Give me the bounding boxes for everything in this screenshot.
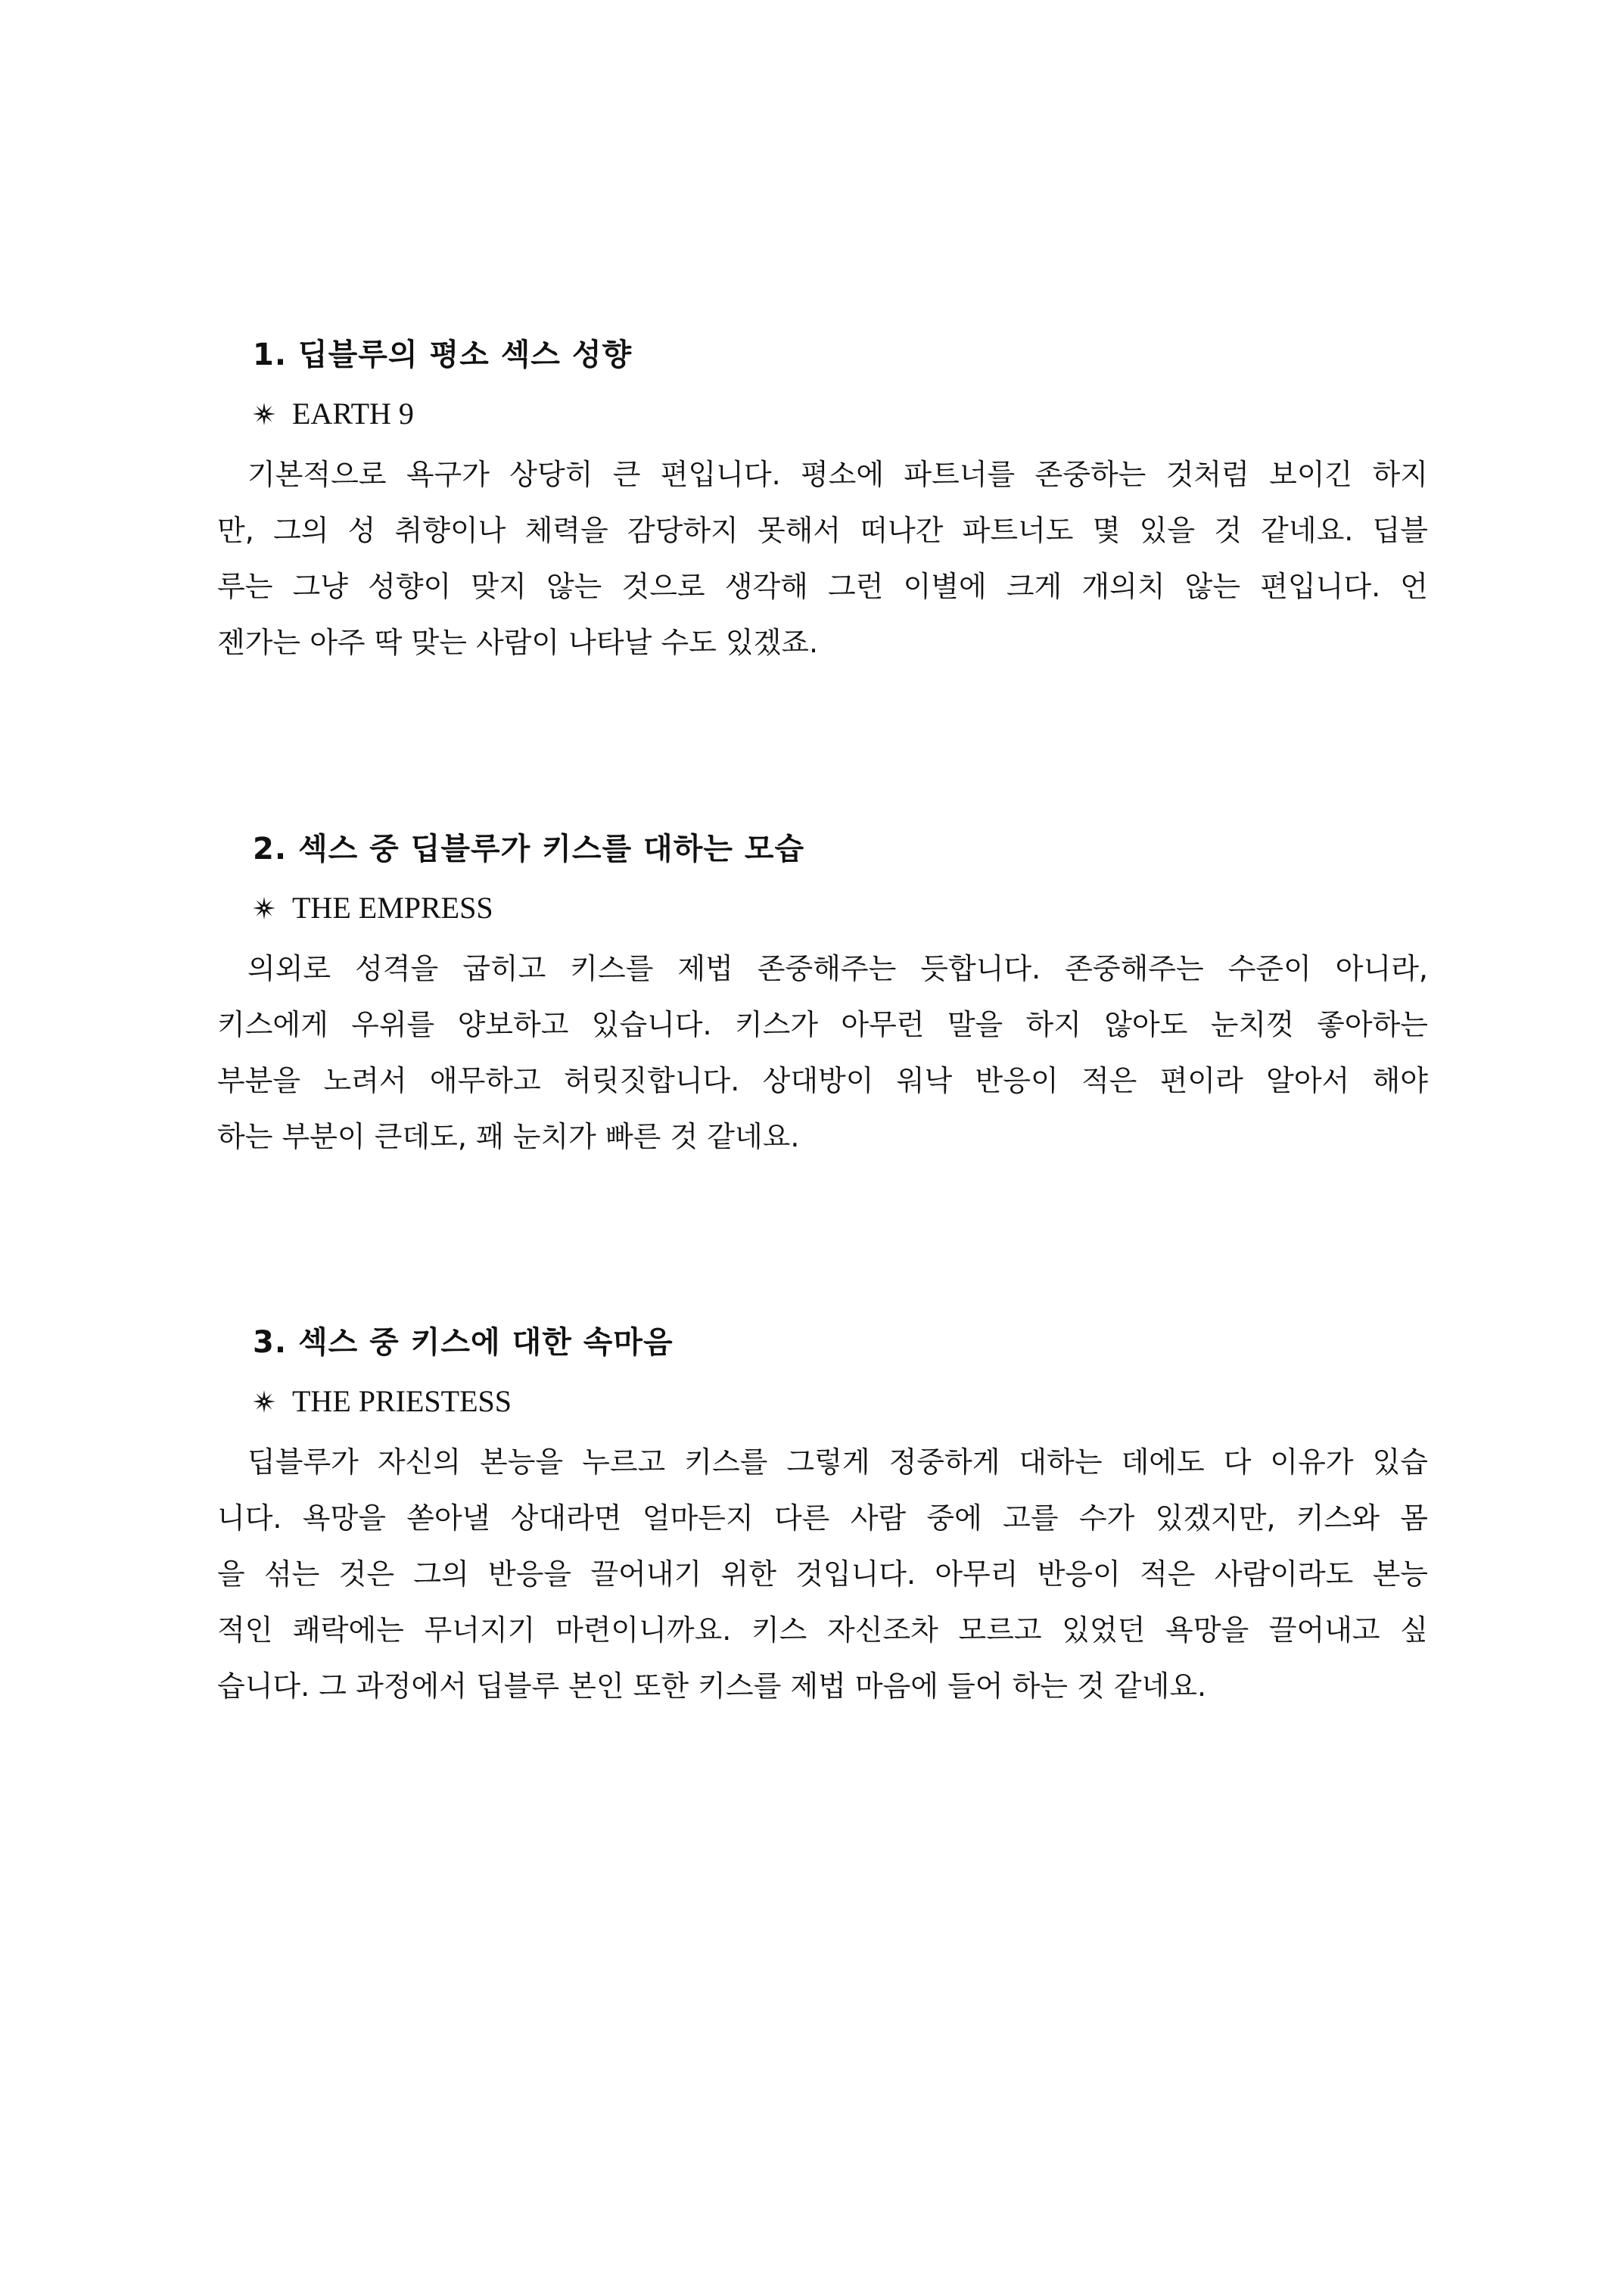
body-line: 딥블루가 자신의 본능을 누르고 키스를 그렇게 정중하게 대하는 데에도 다 이유가 있습 xyxy=(247,1445,1428,1479)
body-line: 니다. 욕망을 쏟아낼 상대라면 얼마든지 다른 사람 중에 고를 수가 있겠지만, 키스와 몸 xyxy=(217,1501,1428,1535)
eight-point-star-icon xyxy=(253,1390,275,1413)
body-line: 만, 그의 성 취향이나 체력을 감당하지 못해서 떠나간 파트너도 몇 있을 것 같네요. 딥블 xyxy=(217,514,1428,547)
body-line: 의외로 성격을 굽히고 키스를 제법 존중해주는 듯합니다. 존중해주는 수준이 아니라, xyxy=(247,952,1428,985)
body-line: 부분을 노려서 애무하고 허릿짓합니다. 상대방이 워낙 반응이 적은 편이라 알아서 해야 xyxy=(217,1064,1428,1097)
section-body xyxy=(217,941,1428,1165)
tarot-card-label xyxy=(253,1383,512,1420)
body-line: 젠가는 아주 딱 맞는 사람이 나타날 수도 있겠죠. xyxy=(217,626,819,659)
body-line: 을 섞는 것은 그의 반응을 끌어내기 위한 것입니다. 아무리 반응이 적은 사람이라도 본능 xyxy=(217,1557,1428,1591)
card-name: THE PRIESTESS xyxy=(292,1384,512,1418)
section-body xyxy=(217,1434,1428,1714)
eight-point-star-icon xyxy=(253,897,275,919)
body-line: 하는 부분이 큰데도, 꽤 눈치가 빠른 것 같네요. xyxy=(217,1120,800,1153)
tarot-card-label xyxy=(253,890,493,926)
section-heading: 3. 섹스 중 키스에 대한 속마음 xyxy=(253,1325,674,1360)
section-body xyxy=(217,446,1428,670)
card-name: THE EMPRESS xyxy=(292,891,493,925)
body-line: 기본적으로 욕구가 상당히 큰 편입니다. 평소에 파트너를 존중하는 것처럼 보이긴 하지 xyxy=(247,458,1428,491)
body-line: 루는 그냥 성향이 맞지 않는 것으로 생각해 그런 이별에 크게 개의치 않는 편입니다. 언 xyxy=(217,570,1428,603)
section-heading: 1. 딥블루의 평소 섹스 성향 xyxy=(253,338,633,372)
card-name: EARTH 9 xyxy=(292,397,414,431)
body-line: 습니다. 그 과정에서 딥블루 본인 또한 키스를 제법 마음에 들어 하는 것 같네요. xyxy=(217,1669,1207,1703)
body-line: 적인 쾌락에는 무너지기 마련이니까요. 키스 자신조차 모르고 있었던 욕망을 끌어내고 싶 xyxy=(217,1613,1428,1647)
section-heading: 2. 섹스 중 딥블루가 키스를 대하는 모습 xyxy=(253,832,805,866)
tarot-card-label xyxy=(253,396,414,432)
body-line: 키스에게 우위를 양보하고 있습니다. 키스가 아무런 말을 하지 않아도 눈치껏 좋아하는 xyxy=(217,1008,1428,1041)
eight-point-star-icon xyxy=(253,403,275,425)
